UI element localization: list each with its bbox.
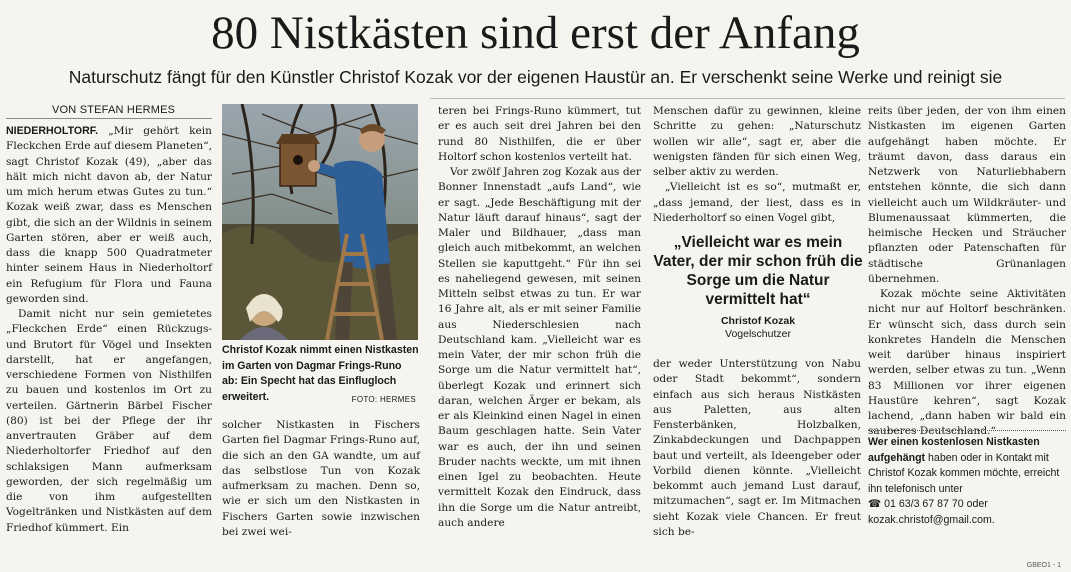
photo-kozak-nistkasten — [222, 104, 418, 340]
headline: 80 Nistkästen sind erst der Anfang — [211, 7, 860, 59]
paragraph: „Vielleicht ist es so“, mutmaßt er, „dass jemand, der liest, dass es in Niederholtorf so einen Vogel gibt, — [653, 181, 861, 224]
quote-author: Christof Kozak — [720, 315, 796, 327]
pullquote: „Vielleicht war es mein Vater, der mir schon früh die Sorge um die Natur vermittelt hat“ — [653, 234, 863, 308]
article-column-5 — [868, 104, 1066, 440]
article-photo — [222, 104, 418, 340]
paragraph: Menschen dafür zu gewinnen, kleine Schritte zu gehen: „Naturschutz wollen wir alle“, sagt er, aber die wenigsten fänden für sich einen Weg, selber aktiv zu werden. — [653, 105, 861, 178]
byline-rule — [6, 118, 212, 119]
paragraph-2: Damit nicht nur sein gemietetes „Fleckchen Erde“ einen Rückzugs- und Brutort für Vögel und Insekten darstellt, hat er angefangen, verschiedene Formen von Nisthilfen zu bauen und kostenlos im Ort zu verteilen. Gärtnerin Bärbel Fischer (80) ist bei der Pflege der ihr anvertrauten Gräber auf dem Niederholtorfer Friedhof auf den schlaksigen Mann aufmerksam geworden, der sich regelmäßig um die von ihm aufgestellten Vogeltränken und Nistkästen auf dem Friedhof kümmert. Ein — [6, 308, 212, 534]
article-column-3 — [438, 104, 641, 531]
photo-caption — [222, 343, 420, 405]
infobox-text: haben oder in Kontakt mit Christof Kozak kommen möchte, erreicht ihn telefonisch unter — [868, 451, 1060, 495]
pullquote-box — [653, 233, 863, 340]
paragraph: Vor zwölf Jahren zog Kozak aus der Bonner Innenstadt „aufs Land“, wie er sagt. „Jede Beschäftigung mit der Natur läuft darauf hinaus“, sagt der Maler und Bildhauer, „dass man gleich auch mitbekommt, an welchen Stellen sie kaputtgeht.“ Für ihn sei es naheliegend gewesen, mit seinen Mitteln selbst etwas zu tun. Er war 16 Jahre alt, als er mit seiner Familie aus Niederschlesien nach Deutschland kam. „Vielleicht war es mein Vater, der mir schon früh die Sorge um die Natur vermittelt hat“, überlegt Kozak und erinnert sich daran, welchen Ärger er bekam, als er als Kleinkind einen Nagel in einen Baum geschlagen hatte. Sein Vater war es auch, der ihn und seinen Bruder nachts weckte, um mit ihnen einen Igel zu beobachten. Heute vermittelt Kozak den Eindruck, dass ihn die Sorge um die Natur antreibt, auch andere — [438, 166, 641, 529]
paragraph: teren bei Frings-Runo kümmert, tut er es auch seit drei Jahren bei den rund 80 Nisthilfen, die er über Holtorf schon kostenlos verteilt hat. — [438, 105, 641, 163]
phone-icon: ☎ — [868, 498, 882, 510]
paragraph: Kozak möchte seine Aktivitäten nicht nur auf Holtorf beschränken. Er wünscht sich, dass durch sein konkretes Handeln die Menschen weit darüber hinaus inspiriert werden, selber etwas zu tun. „Wenn 83 Millionen vor ihrer eigenen Haustüre kehren“, sagt Kozak lachend, „dann haben wir bald ein sauberes Deutschland.“ — [868, 288, 1066, 438]
subheadline: Naturschutz fängt für den Künstler Christof Kozak vor der eigenen Haustür an. Er verschenkt seine Werke und reinigt sie — [68, 67, 1003, 87]
infobox-divider — [868, 430, 1066, 431]
paragraph: der weder Unterstützung von Nabu oder Stadt bekommt“, sondern einfach aus sich heraus Nistkästen aus Paletten, aus alten Fensterbänken, Holzbalken, Zinkabdeckungen und Dachpappen baut und verteilt, als Ideengeber oder Vorbild dienen könnte. „Vielleicht bekommt auch jemand Lust darauf, mitzumachen“, sagt er. Im Mitmachen sieht Kozak viele Chancen. Er freut sich be- — [653, 358, 861, 538]
article-column-4-top — [653, 104, 861, 226]
contact-details: 01 63/3 67 87 70 oder kozak.christof@gmail.com. — [868, 498, 995, 526]
caption-text: Christof Kozak nimmt einen Nistkasten im Garten von Dagmar Frings-Runo ab: Ein Specht hat das Einflugloch erweitert. — [222, 344, 419, 403]
article-column-1 — [6, 124, 212, 536]
photo-credit: FOTO: HERMES — [351, 394, 416, 404]
paragraph: solcher Nistkasten in Fischers Garten fiel Dagmar Frings-Runo auf, die sich an den GA wandte, um auf das selbstlose Tun von Kozak aufmerksam zu machen. Denn so, wie er sich um den Nistkasten in Fischers Garten sowie inzwischen bei zwei wei- — [222, 419, 420, 538]
paragraph-1: NIEDERHOLTORF. „Mir gehört kein Fleckchen Erde auf diesem Planeten“, sagt Christof Kozak (49), „aber das hält mich nicht davon ab, der Natur um mich herum etwas Gutes zu tun.“ Kozak weiß zwar, dass es Menschen gibt, die sich an der Wildnis in seinem Garten stören, aber er weiß auch, dass die knapp 500 Quadratmeter hinter seinem Haus in Niederholtorf ein Refugium für Flora und Fauna geworden sind. — [6, 125, 212, 305]
page-code: GBEO1 - 1 — [1026, 562, 1061, 569]
top-rule — [430, 98, 1065, 99]
dateline: NIEDERHOLTORF. — [6, 125, 99, 137]
contact-infobox — [868, 435, 1070, 528]
article-column-4-bottom — [653, 357, 861, 540]
infobox-heading: Wer einen kostenlosen Nistkasten aufgehängt — [868, 436, 1040, 464]
quote-role: Vogelschutzer — [725, 328, 791, 340]
paragraph: reits über jeden, der von ihm einen Nistkasten im eigenen Garten aufgehängt haben möchte. Er träumt davon, dass daraus ein Netzwerk von Naturliebhabern entstehen könnte, die sich dann vielleicht auch um Wildkräuter- und Blumenaussaat kümmerten, die heimische Hecken und Sträucher pflanzten oder Patenschaften für städtische Grünanlagen übernehmen. — [868, 105, 1066, 285]
byline: VON STEFAN HERMES — [52, 104, 176, 116]
article-column-2 — [222, 418, 420, 540]
